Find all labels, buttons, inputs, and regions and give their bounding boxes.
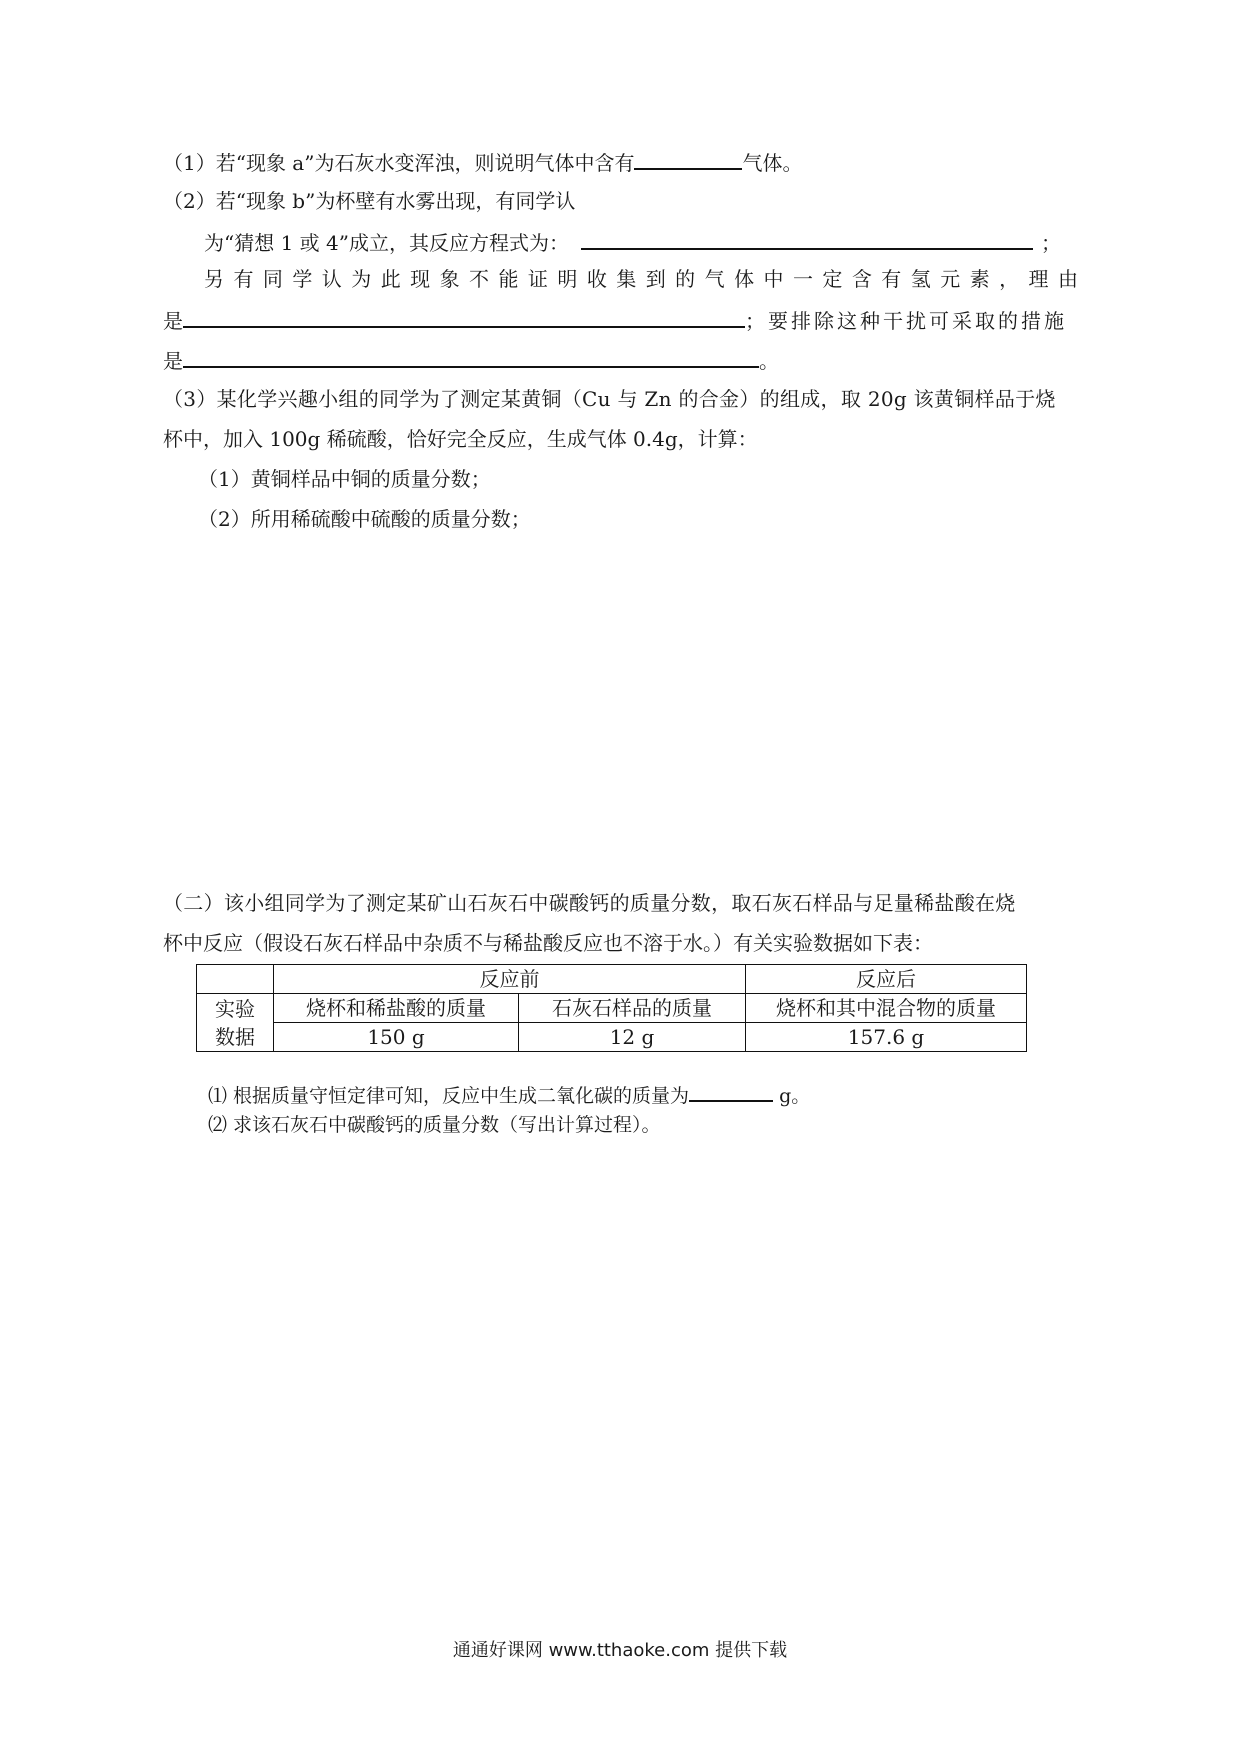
q2-measure-blank[interactable] [183, 346, 759, 368]
table-label-row [197, 994, 1027, 1023]
q2-line4 [163, 306, 1067, 334]
q2-equation-prompt: 为“猜想 1 或 4”成立，其反应方程式为： [204, 231, 569, 255]
q2-line3: 另有同学认为此现象不能证明收集到的气体中一定含有氢元素，理由 [204, 267, 1084, 291]
page-footer: 通通好课网 www.tthaoke.com 提供下载 [452, 1640, 788, 1661]
q1-answer-blank[interactable] [634, 148, 742, 170]
table-corner-cell [197, 965, 274, 994]
value-limestone-mass: 12 g [519, 1023, 746, 1052]
q1-text-end: 气体。 [742, 151, 803, 175]
q2-measure-label: 是 [163, 349, 183, 373]
q2-reason-blank[interactable] [183, 306, 745, 328]
q3-sub1: （1）黄铜样品中铜的质量分数； [198, 467, 491, 491]
table-value-row [197, 1023, 1027, 1052]
q3-sub2: （2）所用稀硫酸中硫酸的质量分数； [198, 507, 531, 531]
part2-sub1 [208, 1080, 810, 1109]
col-beaker-mixture-mass: 烧杯和其中混合物的质量 [746, 994, 1027, 1023]
part2-sub2: ⑵ 求该石灰石中碳酸钙的质量分数（写出计算过程）。 [208, 1114, 661, 1136]
q2-line2-end: ； [1040, 231, 1061, 255]
header-after-reaction: 反应后 [746, 965, 1027, 994]
value-beaker-acid-mass: 150 g [274, 1023, 519, 1052]
col-beaker-acid-mass: 烧杯和稀盐酸的质量 [274, 994, 519, 1023]
header-before-reaction: 反应前 [274, 965, 746, 994]
part2-sub1-text: ⑴ 根据质量守恒定律可知，反应中生成二氧化碳的质量为 [208, 1085, 690, 1107]
experiment-data-table [196, 964, 1027, 1052]
part2-intro-line1: （二）该小组同学为了测定某矿山石灰石中碳酸钙的质量分数，取石灰石样品与足量稀盐酸在烧 [163, 891, 1016, 915]
q2-reason-label: 是 [163, 309, 183, 333]
q2-line5 [163, 346, 779, 374]
table-header-row [197, 965, 1027, 994]
q2-measure-prompt: ；要排除这种干扰可采取的措施 [745, 309, 1067, 333]
row-label-cell [197, 994, 274, 1052]
q2-line2 [204, 228, 1061, 256]
q3-line2: 杯中，加入 100g 稀硫酸，恰好完全反应，生成气体 0.4g，计算： [163, 427, 758, 451]
q1-text: （1）若“现象 a”为石灰水变浑浊，则说明气体中含有 [163, 151, 635, 175]
co2-mass-blank[interactable] [689, 1080, 773, 1102]
q2-line1: （2）若“现象 b”为杯壁有水雾出现，有同学认 [163, 189, 576, 213]
row-label-line1: 实验 [215, 996, 255, 1021]
q2-line5-end: 。 [759, 349, 779, 373]
q3-line1: （3）某化学兴趣小组的同学为了测定某黄铜（Cu 与 Zn 的合金）的组成，取 20g 该黄铜样品于烧 [163, 387, 1056, 411]
q1-line [163, 148, 802, 176]
part2-intro-line2: 杯中反应（假设石灰石样品中杂质不与稀盐酸反应也不溶于水。）有关实验数据如下表： [163, 931, 933, 955]
value-beaker-mixture-mass: 157.6 g [746, 1023, 1027, 1052]
part2-sub1-unit: g。 [773, 1085, 811, 1107]
q2-equation-blank[interactable] [581, 228, 1033, 250]
row-label-line2: 数据 [215, 1024, 255, 1049]
col-limestone-mass: 石灰石样品的质量 [519, 994, 746, 1023]
